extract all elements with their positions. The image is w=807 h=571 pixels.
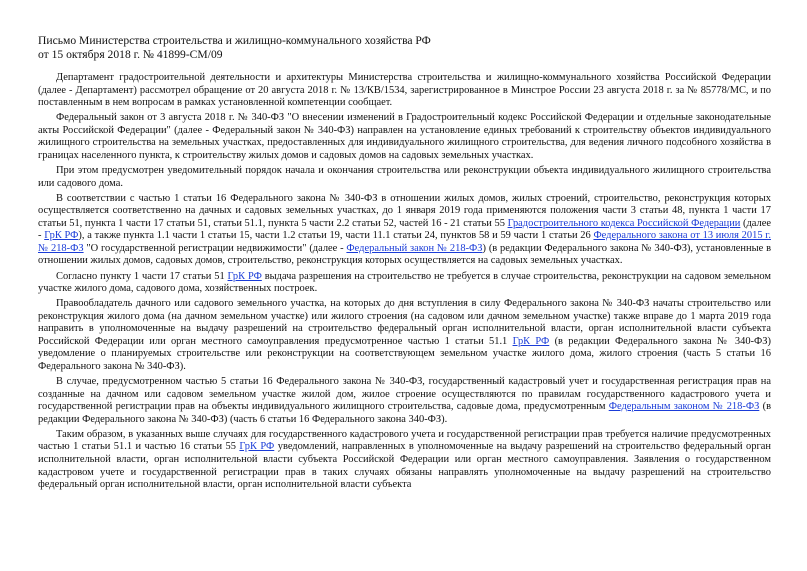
letter-title: Письмо Министерства строительства и жилищно-коммунального хозяйства РФ (38, 34, 431, 47)
document-link[interactable]: Федеральный закон № 218-ФЗ (346, 242, 483, 254)
paragraph-text: уведомлений, направленных в уполномоченные на выдачу разрешений на строительство федеральный орган исполнительной власти, орган исполнительной власти субъекта Российской Федерации или орган местного самоуправления. Заявления о государственном кадастровом учете и государственной регистрации прав в таких случаях обязаны направлять уполномоченные на выдачу разрешений на строительство федеральный орган исполнительной власти, орган исполнительной власти субъекта (38, 441, 771, 491)
document-link[interactable]: Федеральным законом № 218-ФЗ (608, 401, 760, 413)
paragraph-text: Согласно пункту 1 части 17 статьи 51 (56, 270, 228, 282)
document-link[interactable]: ГрК РФ (227, 270, 262, 282)
document-body (38, 72, 771, 492)
document-header (38, 34, 771, 62)
paragraph-text: При этом предусмотрен уведомительный порядок начала и окончания строительства или реконструкции объекта индивидуального жилищного строительства или садового дома. (38, 165, 771, 189)
letter-date-number: от 15 октября 2018 г. № 41899-СМ/09 (38, 48, 223, 61)
document-link[interactable]: ГрК РФ (239, 441, 275, 453)
paragraph-text: (далее - (38, 217, 771, 242)
document-link[interactable]: ГрК РФ (512, 335, 550, 347)
paragraph-text: ) (в редакции Федерального закона № 340-ФЗ), установленные в отношении жилых домов, садовых домов, строительство, реконструкция которых осуществляется на садовых земельных участках. (38, 242, 771, 267)
paragraph-text: (в редакции Федерального закона № 340-ФЗ) (часть 6 статьи 16 Федерального закона 340-ФЗ). (38, 401, 771, 425)
paragraph (38, 193, 771, 268)
paragraph-text: Департамент градостроительной деятельности и архитектуры Министерства строительства и жилищно-коммунального хозяйства Российской Федерации (далее - Департамент) рассмотрел обращение от 20 августа 2018 г. № 13/КВ/1534, зарегистрированное в Минстрое России 23 августа 2018 г. за № 85778/МС, и по поставленным в нем вопросам в рамках установленной компетенции сообщает. (38, 72, 771, 109)
paragraph-text: Правообладатель дачного или садового земельного участка, на которых до дня вступления в силу Федерального закона № 340-ФЗ начаты строительство или реконструкция жилого дома (на дачном земельном участке) или жилого строения (на садовом или дачном земельном участке) также вправе до 1 марта 2019 года направить в уполномоченные на выдачу разрешений на строительство федеральный орган исполнительной власти, орган исполнительной власти субъекта Российской Федерации или орган местного самоуправления предусмотренное частью 1 статьи 51.1 (38, 298, 771, 347)
paragraph (38, 72, 771, 110)
paragraph-text: выдача разрешения на строительство не требуется в случае строительства, реконструкции на садовом земельном участке жилого дома, садового дома, хозяйственных построек. (38, 270, 772, 295)
paragraph-text: В соответствии с частью 1 статьи 16 Федерального закона № 340-ФЗ в отношении жилых домов, жилых строений, строительство, реконструкция которых осуществляется соответственно на дачных и садовых земельных участках, до 1 января 2019 года применяются положения части 3 статьи 48, пункта 1 части 17 статьи 51, пункта 1 части 17 статьи 51, статьи 51.1, пункта 5 части 2.2 статьи 52, частей 16 - 21 статьи 55 (38, 192, 771, 229)
document-link[interactable]: Федерального закона от 13 июля 2015 г. № 218-ФЗ (38, 230, 771, 254)
document-link[interactable]: ГрК РФ (44, 230, 79, 242)
paragraph (38, 112, 771, 162)
paragraph (38, 429, 771, 492)
paragraph-text: Федеральный закон от 3 августа 2018 г. № 340-ФЗ "О внесении изменений в Градостроительный кодекс Российской Федерации и отдельные законодательные акты Российской Федерации" (далее - Федеральный закон № 340-ФЗ) направлен на установление единых требований к строительству объектов индивидуального жилищного строительства на земельных участках, предоставленных для индивидуального жилищного строительства, для ведения личного подсобного хозяйства в границах населенного пункта, к строительству жилых домов и садовых домов на садовых земельных участках. (38, 112, 771, 161)
paragraph (38, 165, 771, 190)
paragraph-text: ), а также пункта 1.1 части 1 статьи 15, части 1.2 статьи 19, части 11.1 статьи 24, пунктов 58 и 59 части 1 статьи 26 (78, 230, 594, 242)
paragraph-text: В случае, предусмотренном частью 5 статьи 16 Федерального закона № 340-ФЗ, государственный кадастровый учет и государственная регистрация прав на созданные на дачном или садовом земельном участке жилой дом, жилое строение осуществляются по правилам государственного кадастрового учета и государственной регистрации прав на объекты индивидуального жилищного строительства, садовые дома, предусмотренным (38, 376, 771, 413)
paragraph-text: "О государственной регистрации недвижимости" (далее - (83, 242, 347, 254)
paragraph (38, 298, 771, 373)
paragraph-text: Таким образом, в указанных выше случаях для государственного кадастрового учета и государственной регистрации прав требуется наличие предусмотренных частью 1 статьи 51.1 и частью 16 статьи 55 (38, 428, 771, 453)
paragraph (38, 376, 771, 426)
document-link[interactable]: Градостроительного кодекса Российской Федерации (507, 217, 741, 229)
paragraph-text: (в редакции Федерального закона № 340-ФЗ) уведомление о планируемых строительстве или реконструкции на соответствующем земельном участке жилого дома, жилого строения (часть 5 статьи 16 Федерального закона № 340-ФЗ). (38, 335, 771, 372)
paragraph (38, 271, 771, 296)
